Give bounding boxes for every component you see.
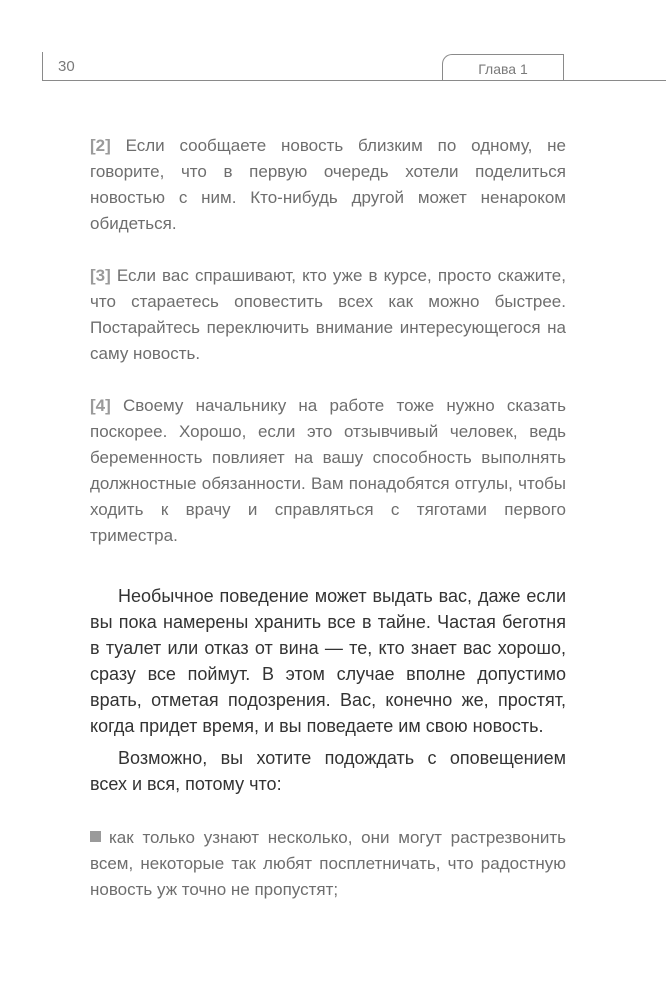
note-text: Если вас спрашивают, кто уже в курсе, просто скажите, что стараетесь оповестить всех как можно быстрее. Постарайтесь переключить внимание интересующегося на саму новость.: [90, 266, 566, 363]
note-marker: [4]: [90, 396, 111, 415]
body-paragraph: Возможно, вы хотите подождать с оповещением всех и вся, потому что:: [90, 748, 566, 794]
page-number: 30: [58, 58, 75, 75]
header-rule: [42, 80, 666, 81]
body-paragraph: Необычное поведение может выдать вас, даже если вы пока намерены хранить все в тайне. Частая беготня в туалет или отказ от вина — те, кто знает вас хорошо, сразу все поймут. В этом случае вполне допустимо врать, отметая подозрения. Вас, конечно же, простят, когда придет время, и вы поведаете им свою новость.: [90, 586, 566, 736]
note-marker: [3]: [90, 266, 111, 285]
chapter-label: Глава 1: [478, 61, 528, 77]
note-4: [90, 393, 566, 549]
page-content: [90, 133, 566, 903]
page-number-divider: [42, 52, 43, 80]
list-item: [90, 825, 566, 903]
note-marker: [2]: [90, 136, 111, 155]
chapter-tab: [442, 54, 564, 80]
note-text: Своему начальнику на работе тоже нужно сказать поскорее. Хорошо, если это отзывчивый человек, ведь беременность повлияет на вашу способность выполнять должностные обязанности. Вам понадобятся отгулы, чтобы ходить к врачу и справляться с тяготами первого триместра.: [90, 396, 566, 545]
list-item-text: как только узнают несколько, они могут растрезвонить всем, некоторые так любят посплетничать, что радостную новость уж точно не пропустят;: [90, 828, 566, 899]
note-3: [90, 263, 566, 367]
body-text: [90, 583, 566, 797]
note-text: Если сообщаете новость близким по одному, не говорите, что в первую очередь хотели поделиться новостью с ним. Кто-нибудь другой может ненароком обидеться.: [90, 136, 567, 233]
square-bullet-icon: [90, 831, 101, 842]
note-2: [90, 133, 566, 237]
